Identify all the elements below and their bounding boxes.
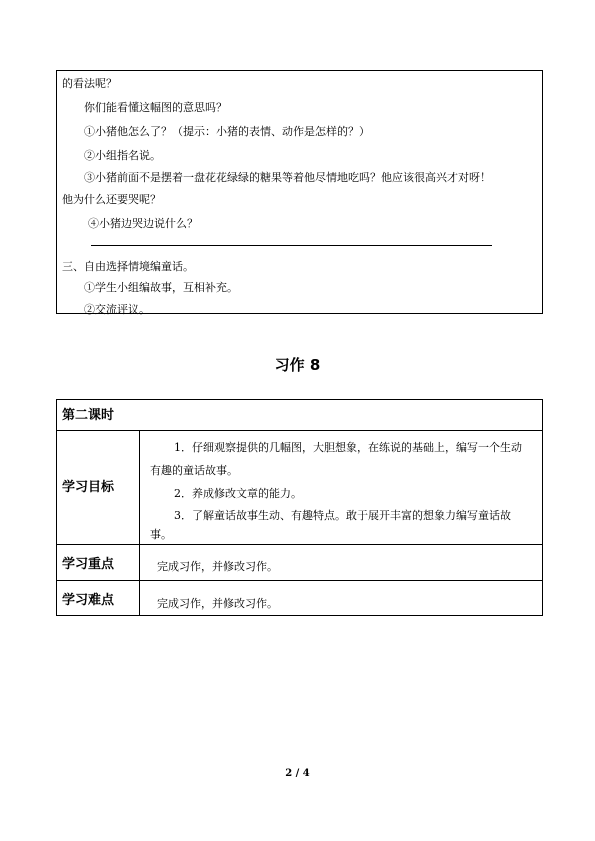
section-title: 习作 8 <box>274 356 321 374</box>
answer-blank-line <box>91 245 492 246</box>
notes-line: 的看法呢？ <box>62 77 117 90</box>
goals-line: 有趣的童话故事。 <box>150 464 238 477</box>
notes-line: ①学生小组编故事，互相补充。 <box>84 281 238 294</box>
table-divider <box>57 544 542 545</box>
notes-line: 他为什么还要哭呢？ <box>62 193 161 206</box>
lesson-plan-table <box>56 399 543 616</box>
lesson-period-header: 第二课时 <box>62 408 115 423</box>
goals-line: 3．了解童话故事生动、有趣特点。敢于展开丰富的想象力编写童话故 <box>174 509 511 522</box>
notes-line: 你们能看懂这幅图的意思吗？ <box>84 101 227 114</box>
lesson-notes-box <box>56 70 543 314</box>
notes-line: ④小猪边哭边说什么？ <box>88 217 198 230</box>
difficulty-text: 完成习作，并修改习作。 <box>157 597 278 610</box>
goals-line: 1．仔细观察提供的几幅图，大胆想象，在练说的基础上，编写一个生动 <box>174 441 522 454</box>
notes-line: ②交流评议。 <box>84 303 150 316</box>
notes-line: ①小猪他怎么了？（提示：小猪的表情、动作是怎样的？） <box>84 125 370 138</box>
notes-line: ②小组指名说。 <box>84 149 161 162</box>
notes-line: 三、自由选择情境编童话。 <box>62 260 194 273</box>
page-number: 2 / 4 <box>285 768 310 779</box>
goals-line: 事。 <box>150 528 172 541</box>
notes-line: ③小猪前面不是摆着一盘花花绿绿的糖果等着他尽情地吃吗？他应该很高兴才对呀！ <box>84 171 491 184</box>
goals-line: 2．养成修改文章的能力。 <box>174 487 302 500</box>
difficulty-label: 学习难点 <box>62 593 115 608</box>
table-column-divider <box>139 430 140 616</box>
table-divider <box>57 580 542 581</box>
goals-label: 学习目标 <box>62 480 115 495</box>
table-divider <box>57 430 542 431</box>
focus-text: 完成习作，并修改习作。 <box>157 560 278 573</box>
focus-label: 学习重点 <box>62 557 115 572</box>
